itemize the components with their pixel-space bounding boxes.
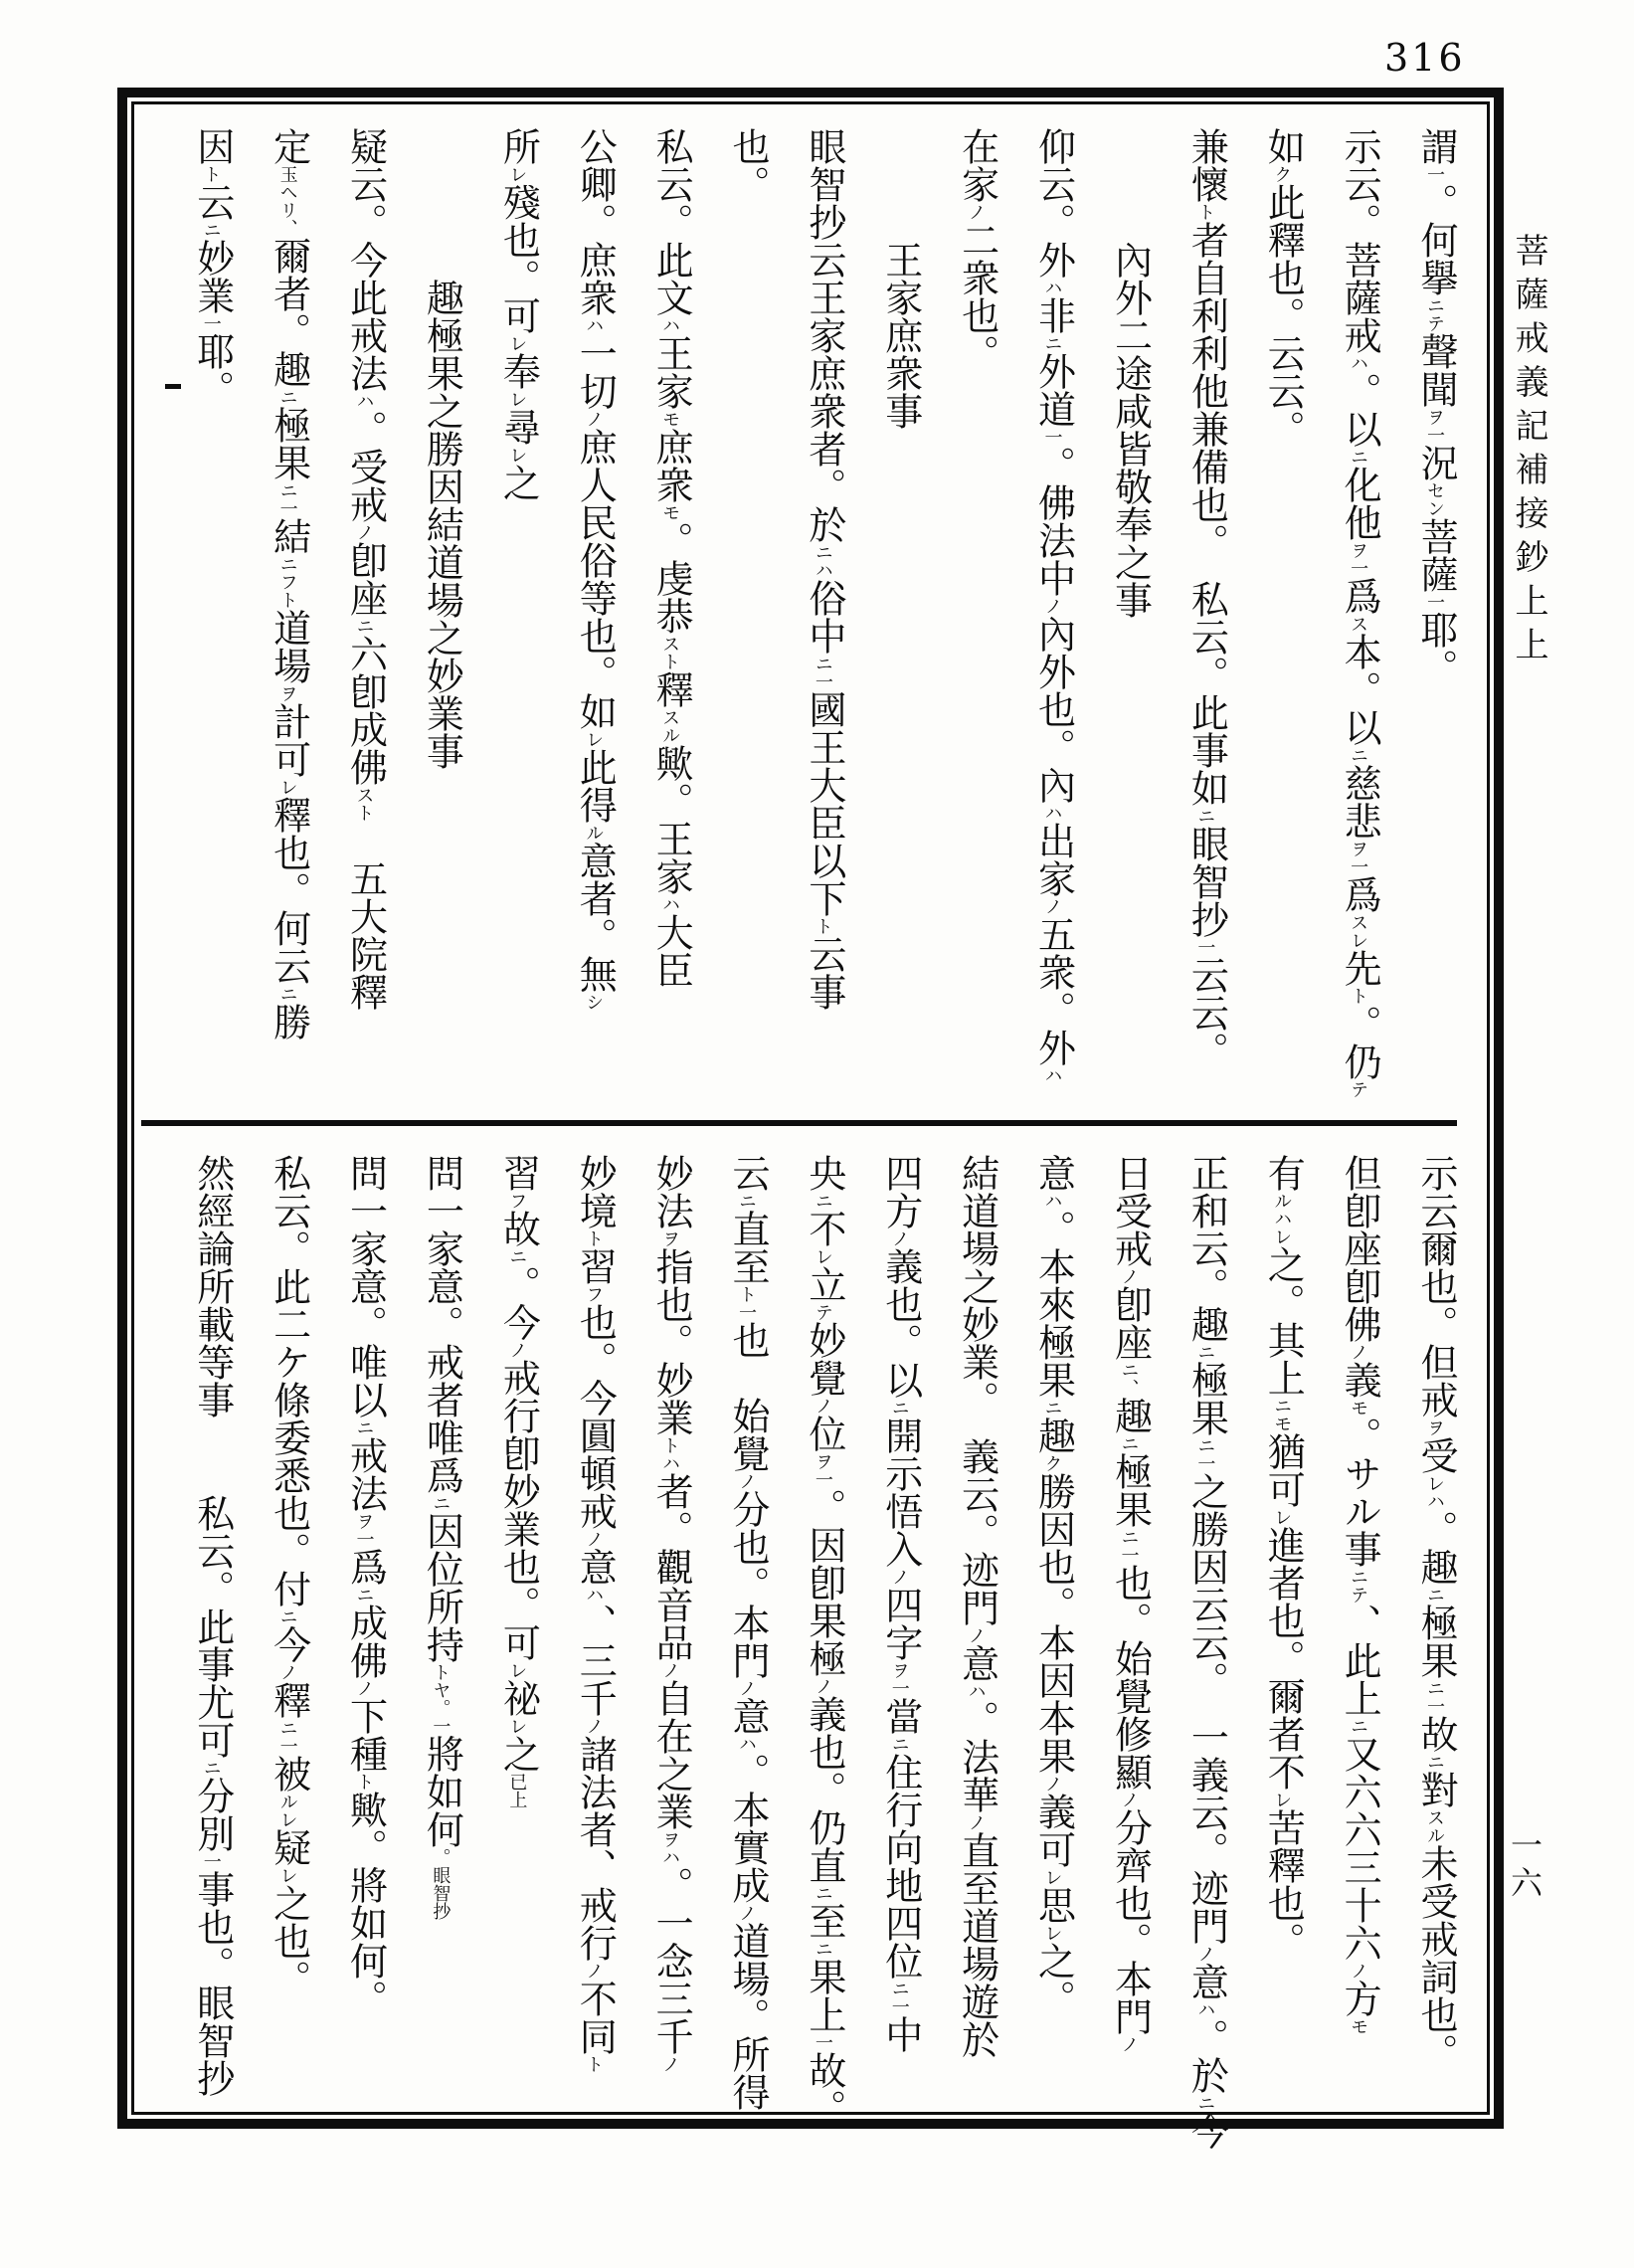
- section-divider-rule: [141, 1120, 1457, 1126]
- kana-annotation: ヲ一: [1425, 408, 1445, 444]
- text-column: 在家ノ二衆也。: [955, 127, 998, 372]
- kana-annotation: レ: [584, 730, 605, 748]
- kana-annotation: ノ: [660, 1661, 681, 1679]
- kana-annotation: ノ: [584, 1962, 605, 1980]
- kana-annotation: ト: [201, 165, 222, 183]
- kana-annotation: ハ: [1042, 804, 1063, 822]
- kana-annotation: ニ: [277, 388, 298, 406]
- kana-annotation: レ: [1042, 1868, 1063, 1886]
- kana-annotation: ヲハ: [660, 1830, 681, 1866]
- kana-annotation: レ: [1042, 1924, 1063, 1942]
- margin-title: 菩薩戒義記補接鈔上上: [1510, 233, 1546, 670]
- kana-annotation: ヲ一: [354, 1512, 375, 1548]
- kana-annotation: ク: [1042, 1454, 1063, 1472]
- kana-annotation: スル: [660, 708, 681, 744]
- kana-annotation: ル: [584, 824, 605, 842]
- kana-annotation: ニ: [354, 1418, 375, 1436]
- kana-annotation: ニ一: [889, 1980, 910, 2015]
- text-column: 結道場之妙業。 義云。迹門ノ意ハ。法華ノ直至道場遊於: [955, 1154, 998, 2058]
- kana-annotation: レ: [277, 778, 298, 796]
- kana-annotation: ノ: [354, 1679, 375, 1697]
- text-column: 如ク此釋也。云云。: [1261, 127, 1304, 448]
- kana-annotation: シ: [584, 993, 605, 1011]
- kana-annotation: ニ: [507, 1247, 528, 1265]
- text-column: 云ニ直至ト一也 始覺ノ分也。本門ノ意ハ。本實成ノ道場。所得: [725, 1154, 768, 2111]
- kana-annotation: ニ一: [1119, 1528, 1140, 1564]
- kana-annotation: モ: [1349, 2017, 1369, 2035]
- kana-annotation: ノ: [1042, 1775, 1063, 1793]
- text-column: 妙法ヲ指也。妙業トハ者。觀音品ノ自在之業ヲハ。一念三千ノ: [649, 1154, 692, 2073]
- text-column: 有ルハレ之。其上ニモ猶可レ進者也。爾者不レ苦釋也。: [1261, 1154, 1304, 1960]
- kana-annotation: ハ: [1042, 1066, 1063, 1084]
- kana-annotation: レ: [1272, 1791, 1293, 1808]
- kana-annotation: ノ: [1042, 597, 1063, 615]
- kana-annotation: 一: [201, 1852, 222, 1870]
- kana-annotation: レ: [507, 165, 528, 183]
- text-column: 仰云。外ハ非ニ外道一。佛法中ノ內外也。內ハ出家ノ五衆。外ハ: [1031, 127, 1074, 1084]
- kana-annotation: ルレ: [277, 1793, 298, 1828]
- kana-annotation: レ: [507, 1717, 528, 1735]
- kana-annotation: ニ: [1042, 1399, 1063, 1417]
- kana-annotation: 已上: [507, 1773, 528, 1808]
- kana-annotation: ニ: [201, 1759, 222, 1777]
- kana-annotation: トヤ。一: [431, 1663, 452, 1735]
- kana-annotation: ハ: [966, 1682, 987, 1700]
- kana-annotation: ノ: [889, 1229, 910, 1247]
- text-column: 意ハ。本來極果ニ趣ク勝因也。本因本果ノ義可レ思レ之。: [1031, 1154, 1074, 2017]
- kana-annotation: ノ: [1119, 1267, 1140, 1285]
- kana-annotation: ニ: [1425, 1753, 1445, 1771]
- kana-annotation: ノ: [1119, 2035, 1140, 2053]
- kana-annotation: ノ: [584, 1717, 605, 1735]
- kana-annotation: ルハレ: [1272, 1192, 1293, 1245]
- kana-annotation: ヲ: [660, 1229, 681, 1247]
- kana-annotation: 一: [1425, 165, 1445, 183]
- kana-annotation: ニテ: [1425, 296, 1445, 332]
- kana-annotation: ハ: [584, 316, 605, 334]
- kana-annotation: ニ: [201, 221, 222, 239]
- kana-annotation: ノ: [813, 1677, 833, 1695]
- kana-annotation: ノ: [1042, 897, 1063, 915]
- text-column: 私云。此文ハ王家モ庶衆モ。虔恭スト釋スル歟。王家ハ大臣: [649, 127, 692, 989]
- kana-annotation: 一: [1042, 428, 1063, 446]
- kana-annotation: ニ: [813, 1884, 833, 1902]
- kana-annotation: レハ: [1425, 1474, 1445, 1510]
- kana-annotation: ニ: [1349, 448, 1369, 466]
- kana-annotation: ス: [1349, 615, 1369, 633]
- kana-annotation: ト: [1349, 987, 1369, 1005]
- text-column: 趣極果之勝因結道場之妙業事: [420, 127, 462, 770]
- kana-annotation: レ: [277, 1866, 298, 1884]
- kana-annotation: ニ: [889, 1735, 910, 1753]
- text-column: 但卽座卽佛ノ義モ。サル事ニテ、此上ニ又六六三十六ノ方モ: [1338, 1154, 1380, 2035]
- text-column: 公卿。庶衆ハ一切ノ庶人民俗等也。如レ此得ル意者。無シ: [573, 127, 616, 1011]
- kana-annotation: ノ: [277, 1663, 298, 1681]
- kana-annotation: ハ: [1042, 1192, 1063, 1210]
- kana-annotation: 一: [1195, 938, 1216, 956]
- kana-annotation: 玉ヘリ、: [277, 165, 298, 237]
- text-column: 疑云。今此戒法ハ。受戒ノ卽座ニ六卽成佛スト 五大院釋: [343, 127, 386, 1011]
- kana-annotation: ニ一: [1425, 1679, 1445, 1715]
- kana-annotation: ノ: [584, 410, 605, 428]
- kana-annotation: ハ: [1349, 354, 1369, 372]
- kana-annotation: フ: [584, 1285, 605, 1303]
- kana-annotation: 一: [1425, 593, 1445, 611]
- kana-annotation: ノ: [1119, 1791, 1140, 1808]
- kana-annotation: ノ: [889, 1568, 910, 1586]
- kana-annotation: レ: [507, 446, 528, 464]
- kana-annotation: ニ: [431, 1494, 452, 1512]
- bottom-text-section: [141, 1154, 1456, 2150]
- text-column: 因ト云ニ妙業一耶。: [190, 127, 233, 408]
- kana-annotation: ノ: [660, 2055, 681, 2073]
- text-column: 日受戒ノ卽座ニ、趣ニ極果ニ一也。始覺修顯ノ分齊也。本門ノ: [1108, 1154, 1151, 2053]
- kana-annotation: 一: [201, 314, 222, 332]
- kana-annotation: ニ: [813, 1940, 833, 1958]
- kana-annotation: ノ: [966, 1813, 987, 1831]
- kana-annotation: モ: [660, 503, 681, 521]
- kana-annotation: ニ: [1349, 1717, 1369, 1735]
- kana-annotation: ニ: [277, 1607, 298, 1625]
- kana-annotation: ニ一: [1195, 1436, 1216, 1472]
- kana-annotation: ニ: [1349, 746, 1369, 764]
- kana-annotation: ヲ一: [1349, 840, 1369, 875]
- kana-annotation: ニ: [1195, 2094, 1216, 2112]
- text-column: 央ニ不レ立テ妙覺ノ位ヲ一。因卽果極ノ義也。仍直ニ至ニ果上一故。: [802, 1154, 844, 2127]
- kana-annotation: ハ: [1042, 279, 1063, 296]
- kana-annotation: ニ: [813, 1192, 833, 1210]
- kana-annotation: スル: [1425, 1808, 1445, 1844]
- kana-annotation: ノ: [1349, 1343, 1369, 1361]
- kana-annotation: ハ: [354, 392, 375, 410]
- text-column: 私云。此二ケ條委悉也。付ニ今ノ釋ニ一被ルレ疑レ之也。: [267, 1154, 309, 1997]
- text-column: 王家庶衆事: [878, 127, 921, 430]
- kana-annotation: レ: [507, 390, 528, 408]
- text-column: 也。: [725, 127, 768, 203]
- text-column: 兼懷ト者自利利他兼備也。 私云。此事如ニ眼智抄一云云。: [1184, 127, 1227, 1069]
- text-column: 所レ殘也。可レ奉レ尋レ之: [496, 127, 539, 501]
- kana-annotation: テ: [813, 1303, 833, 1321]
- kana-annotation: トハ: [660, 1436, 681, 1472]
- kana-annotation: ニ一: [277, 1719, 298, 1755]
- kana-annotation: ハ: [584, 1586, 605, 1604]
- kana-annotation: ハ: [1195, 2000, 1216, 2018]
- kana-annotation: ハ: [736, 1735, 757, 1753]
- kana-annotation: ト一: [736, 1285, 757, 1321]
- kana-annotation: ニ: [1195, 1343, 1216, 1361]
- kana-annotation: ニ: [1042, 334, 1063, 352]
- kana-annotation: スト: [660, 635, 681, 670]
- kana-annotation: ノ: [584, 1530, 605, 1548]
- kana-annotation: ニハ: [813, 543, 833, 579]
- text-column: 妙境ト習フ也。今圓頓戒ノ意ハ、三千ノ諸法者、戒行ノ不同ト: [573, 1154, 616, 2073]
- kana-annotation: ヲ一: [1349, 541, 1369, 577]
- kana-annotation: ト: [1195, 203, 1216, 221]
- kana-annotation: ニ: [1119, 1434, 1140, 1452]
- text-column: 謂一。何擧ニテ聲聞ヲ一況セン菩薩一耶。: [1414, 127, 1456, 686]
- kana-annotation: ニ一: [813, 655, 833, 690]
- text-column: 問一家意。戒者唯爲ニ因位所持トヤ。一將如何。眼智抄: [420, 1154, 462, 1920]
- kana-annotation: ニテ: [1349, 1568, 1369, 1604]
- kana-annotation: ニ: [354, 1586, 375, 1604]
- text-column: 內外二途咸皆敬奉之事: [1108, 127, 1151, 619]
- kana-annotation: ノ: [736, 1679, 757, 1697]
- kana-annotation: ト: [584, 2055, 605, 2073]
- kana-annotation: ハ: [660, 316, 681, 334]
- kana-annotation: ニ: [736, 1192, 757, 1210]
- kana-annotation: ヲ一: [813, 1452, 833, 1488]
- kana-annotation: ニフト: [277, 555, 298, 609]
- text-column: 正和云。趣ニ極果ニ一之勝因云云。 一義云。迹門ノ意ハ。於ニ今: [1184, 1154, 1227, 2150]
- text-column: 然經論所載等事 私云。此事尤可ニ分別一事也。眼智抄: [190, 1154, 233, 2097]
- kana-annotation: ノ: [507, 1341, 528, 1359]
- text-column: 問一家意。唯以ニ戒法ヲ一爲ニ成佛ノ下種ト歟。將如何。: [343, 1154, 386, 2017]
- kana-annotation: ク: [1272, 165, 1293, 183]
- kana-annotation: ノ: [1195, 1945, 1216, 1963]
- kana-annotation: 。眼智抄: [431, 1848, 452, 1920]
- kana-annotation: ニ: [277, 985, 298, 1003]
- kana-annotation: モ: [1349, 1399, 1369, 1417]
- kana-annotation: セン: [1425, 481, 1445, 517]
- kana-annotation: レ: [507, 1661, 528, 1679]
- kana-annotation: ハ: [660, 895, 681, 913]
- top-text-section: [141, 127, 1454, 1124]
- stray-ink-mark: [165, 384, 181, 389]
- kana-annotation: フ: [507, 1192, 528, 1210]
- kana-annotation: モ: [660, 410, 681, 428]
- kana-annotation: ヲ: [1425, 1418, 1445, 1436]
- page-number: 316: [1384, 36, 1466, 80]
- kana-annotation: ト: [354, 1773, 375, 1791]
- text-column: 四方ノ義也。以ニ開示悟入ノ四字ヲ一當ニ住行向地四位ニ一中: [878, 1154, 921, 2053]
- folio-number: 一六: [1507, 1828, 1543, 1904]
- kana-annotation: ト: [813, 917, 833, 935]
- kana-annotation: ノ: [966, 1626, 987, 1644]
- kana-annotation: 一: [813, 2033, 833, 2051]
- text-column: 眼智抄云王家庶衆者。於ニハ俗中ニ一國王大臣以下ト云事: [802, 127, 844, 1011]
- kana-annotation: スト: [354, 786, 375, 822]
- text-column: 示云。菩薩戒ハ。以ニ化他ヲ一爲ス本。以ニ慈悲ヲ一爲スレ先ト。仍テ: [1338, 127, 1380, 1098]
- kana-annotation: ヲ一: [889, 1661, 910, 1697]
- kana-annotation: レ: [1272, 1508, 1293, 1526]
- text-column: 定玉ヘリ、爾者。趣ニ極果ニ一結ニフト道場ヲ計可レ釋也。何云ニ勝: [267, 127, 309, 1040]
- kana-annotation: ニ: [354, 617, 375, 635]
- kana-annotation: ノ: [1349, 1962, 1369, 1980]
- kana-annotation: スレ: [1349, 913, 1369, 949]
- kana-annotation: ニ: [889, 1399, 910, 1417]
- kana-annotation: ニ、: [1119, 1361, 1140, 1397]
- kana-annotation: ノ: [354, 523, 375, 541]
- kana-annotation: レ: [507, 334, 528, 352]
- kana-annotation: ノ: [966, 203, 987, 221]
- text-column: 示云爾也。但戒ヲ受レハ。趣ニ極果ニ一故ニ對スル未受戒詞也。: [1414, 1154, 1456, 2071]
- kana-annotation: ノ: [813, 1397, 833, 1415]
- text-column: 習フ故ニ。今ノ戒行卽妙業也。可レ祕レ之已上: [496, 1154, 539, 1808]
- kana-annotation: ノ: [736, 1904, 757, 1922]
- kana-annotation: ト: [584, 1229, 605, 1247]
- kana-annotation: ノ: [736, 1472, 757, 1490]
- kana-annotation: ニ: [1195, 807, 1216, 825]
- kana-annotation: ヲ: [277, 684, 298, 702]
- kana-annotation: ニ: [1425, 1586, 1445, 1604]
- kana-annotation: ニ一: [277, 481, 298, 517]
- kana-annotation: レ: [813, 1247, 833, 1265]
- kana-annotation: ニモ: [1272, 1397, 1293, 1432]
- kana-annotation: テ: [1349, 1080, 1369, 1098]
